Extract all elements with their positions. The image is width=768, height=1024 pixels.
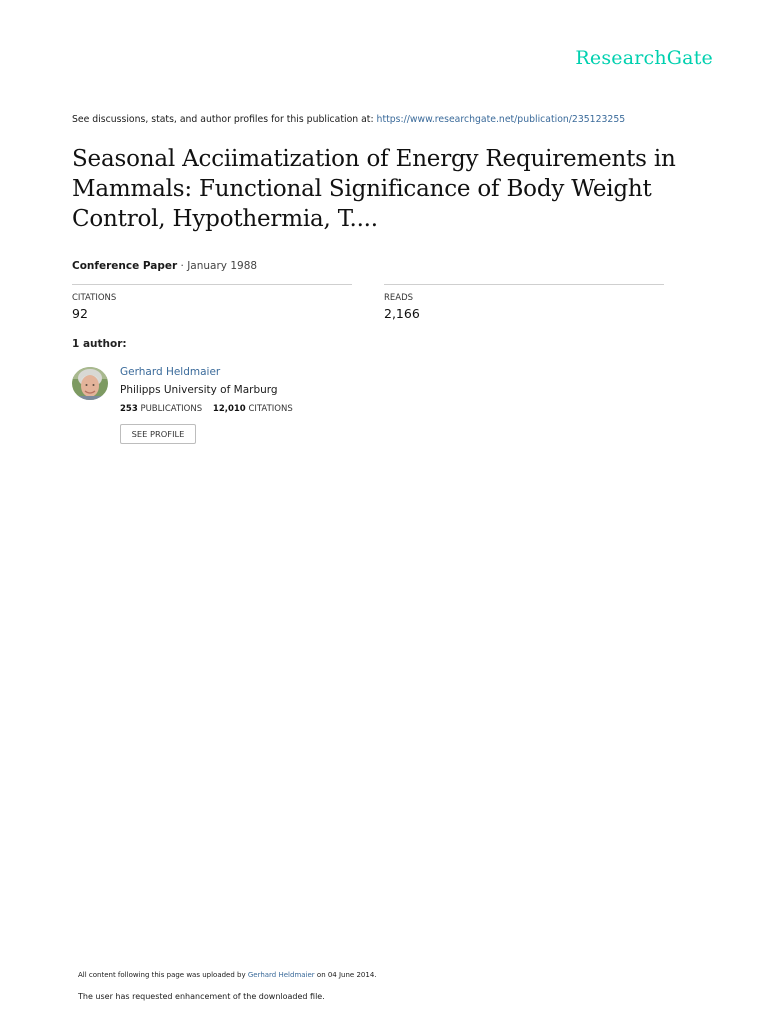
author-name-link[interactable]: Gerhard Heldmaier [120, 366, 221, 378]
publications-label: PUBLICATIONS [140, 404, 203, 414]
author-citations-label: CITATIONS [248, 404, 293, 414]
citations-value: 92 [72, 306, 88, 321]
author-photo-icon [72, 367, 108, 400]
researchgate-logo[interactable]: ResearchGate [575, 47, 713, 69]
author-avatar[interactable] [72, 367, 108, 400]
upload-note [78, 971, 377, 979]
publication-title: Seasonal Acciimatization of Energy Requirements in Mammals: Functional Significance of Body Weight Control, Hypothermia, T.... [72, 146, 676, 232]
author-institution: Philipps University of Marburg [120, 384, 278, 396]
reads-label: READS [384, 293, 414, 303]
enhancement-note: The user has requested enhancement of the downloaded file. [78, 992, 325, 1001]
upload-suffix: on 04 June 2014. [314, 971, 377, 979]
publication-meta [72, 260, 257, 272]
author-citations-count: 12,010 [212, 404, 246, 414]
publications-count: 253 [120, 404, 138, 414]
discussion-line [72, 114, 625, 125]
publication-date: January 1988 [187, 260, 258, 272]
uploader-link[interactable]: Gerhard Heldmaier [247, 971, 315, 979]
author-stats [120, 404, 293, 414]
publication-url-link[interactable]: https://www.researchgate.net/publication/235123255 [376, 114, 626, 125]
publication-type: Conference Paper [72, 260, 178, 272]
authors-heading: 1 author: [72, 338, 127, 350]
meta-separator: · [177, 260, 188, 272]
see-profile-button[interactable]: SEE PROFILE [120, 424, 196, 444]
reads-divider [384, 284, 664, 285]
citations-label: CITATIONS [72, 293, 117, 303]
discussion-text: See discussions, stats, and author profiles for this publication at: [72, 114, 377, 125]
reads-value: 2,166 [384, 306, 420, 321]
upload-prefix: All content following this page was uploaded by [78, 971, 248, 979]
citations-divider [72, 284, 352, 285]
